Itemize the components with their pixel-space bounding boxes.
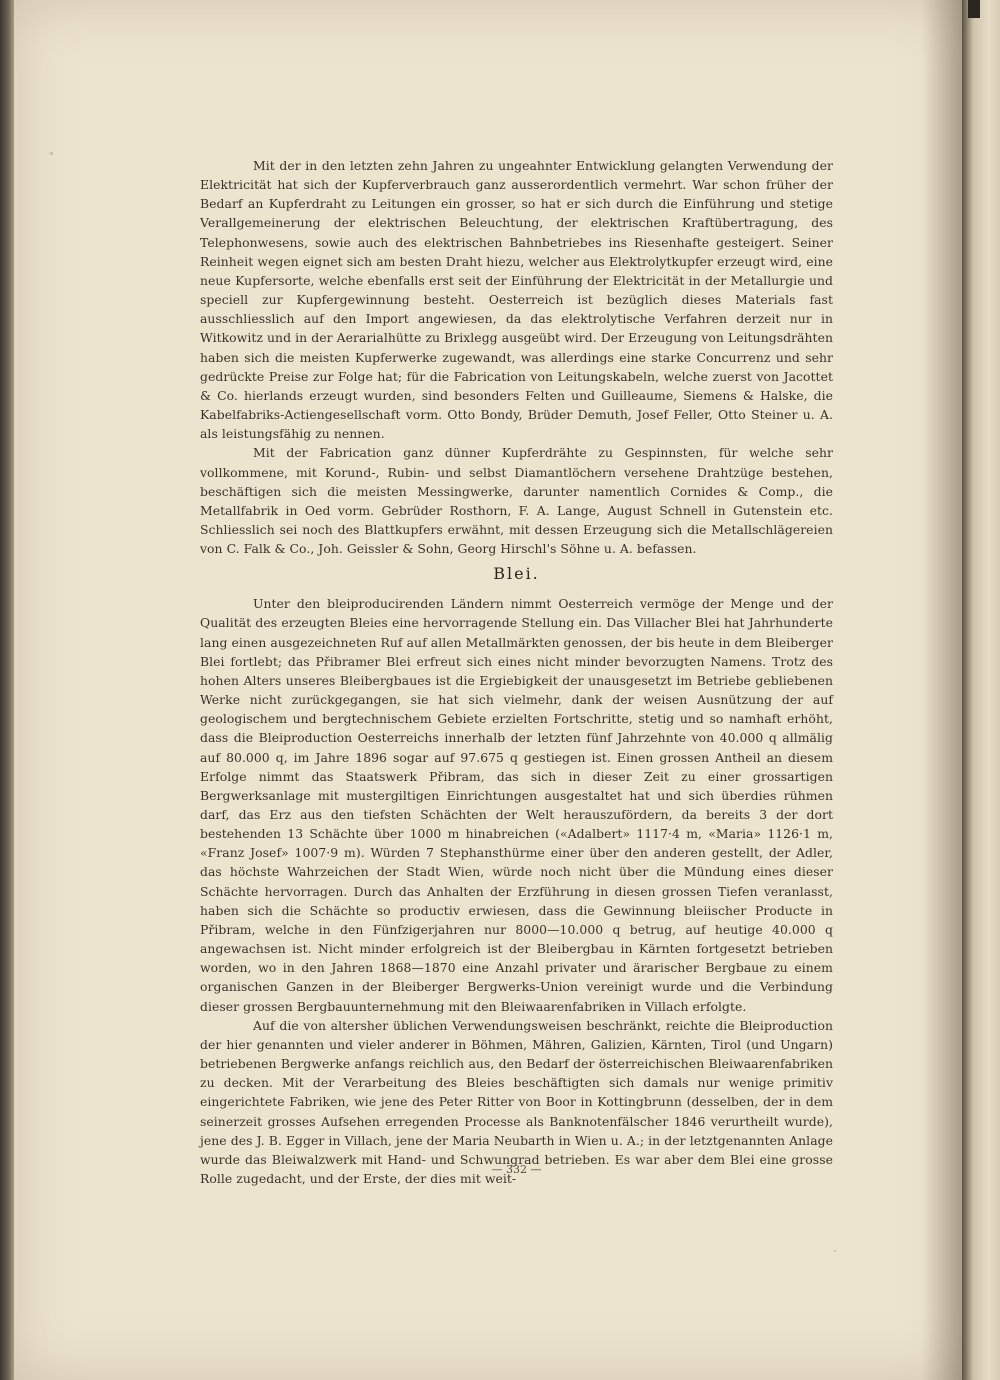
page-number: — 332 —: [491, 1163, 542, 1176]
paragraph: [200, 594, 833, 1015]
body-text: [200, 156, 833, 1188]
scan-left-edge: [0, 0, 14, 1380]
paper-speck: [834, 1250, 836, 1252]
next-page-edge: [962, 0, 1000, 1380]
paragraph-text: Auf die von altersher üblichen Verwendungsweisen beschränkt, reichte die Bleiproduction der hier genannten und vieler anderer in Böhmen, Mähren, Galizien, Kärnten, Tirol (und Ungarn) betriebenen Bergwerke anfangs reichlich aus, den Bedarf der österreichischen Bleiwaarenfabriken zu decken. Mit der Verarbeitung des Bleies beschäftigten sich damals nur wenige primitiv eingerichtete Fabriken, wie jene des Peter Ritter von Boor in Kottingbrunn (desselben, der in dem seinerzeit grosses Aufsehen erregenden Processe als Banknotenfälscher 1846 verurtheilt wurde), jene des J. B. Egger in Villach, jene der Maria Neubarth in Wien u. A.; in der letztgenannten Anlage wurde das Bleiwalzwerk mit Hand- und Schwungrad betrieben. Es war aber dem Blei eine grosse Rolle zugedacht, und der Erste, der dies mit weit-: [200, 1017, 833, 1186]
paper-speck: [50, 152, 53, 155]
paragraph: [200, 443, 833, 558]
gutter-shadow: [922, 0, 962, 1380]
paragraph: [200, 156, 833, 443]
paragraph-text: Mit der in den letzten zehn Jahren zu ungeahnter Entwicklung gelangten Verwendung der Elektricität hat sich der Kupferverbrauch ganz ausserordentlich vermehrt. War schon früher der Bedarf an Kupferdraht zu Leitungen ein grosser, so hat er sich durch die Einführung und stetige Verallgemeinerung der elektrischen Beleuchtung, der elektrischen Kraftübertragung, des Telephonwesens, sowie auch des elektrischen Bahnbetriebes ins Riesenhafte gesteigert. Seiner Reinheit wegen eignet sich am besten Draht hiezu, welcher aus Elektrolytkupfer erzeugt wird, eine neue Kupfersorte, welche ebenfalls erst seit der Einführung der Elektricität in der Metallurgie und speciell zur Kupfergewinnung besteht. Oesterreich ist bezüglich dieses Materials fast ausschliesslich auf den Import angewiesen, da das elektrolytische Verfahren derzeit nur in Witkowitz und in der Aerarialhütte zu Brixlegg ausgeübt wird. Der Erzeugung von Leitungsdrähten haben sich die meisten Kupferwerke zugewandt, was allerdings eine starke Concurrenz und sehr gedrückte Preise zur Folge hat; für die Fabrication von Leitungskabeln, welche zuerst von Jacottet & Co. hierlands erzeugt wurden, sind besonders Felten und Guilleaume, Siemens & Halske, die Kabelfabriks-Actiengesellschaft vorm. Otto Bondy, Brüder Demuth, Josef Feller, Otto Steiner u. A. als leistungsfähig zu nennen.: [200, 158, 833, 442]
page-corner-notch: [968, 0, 980, 18]
paragraph-text: Mit der Fabrication ganz dünner Kupferdrähte zu Gespinnsten, für welche sehr vollkommene, mit Korund-, Rubin- und selbst Diamantlöchern versehene Drahtzüge bestehen, beschäftigen sich die meisten Messingwerke, darunter namentlich Cornides & Comp., die Metallfabrik in Oed vorm. Gebrüder Rosthorn, F. A. Lange, August Schnell in Gutenstein etc. Schliesslich sei noch des Blattkupfers erwähnt, mit dessen Erzeugung sich die Metallschlägereien von C. Falk & Co., Joh. Geissler & Sohn, Georg Hirschl's Söhne u. A. befassen.: [200, 445, 833, 557]
section-heading: Blei.: [493, 564, 540, 584]
paragraph-text: Unter den bleiproducirenden Ländern nimmt Oesterreich vermöge der Menge und der Qualität des erzeugten Bleies eine hervorragende Stellung ein. Das Villacher Blei hat Jahrhunderte lang einen ausgezeichneten Ruf auf allen Metallmärkten genossen, der bis heute in dem Bleiberger Blei fortlebt; das Přibramer Blei erfreut sich eines nicht minder bevorzugten Namens. Trotz des hohen Alters unseres Bleibergbaues ist die Ergiebigkeit der unausgesetzt im Betriebe gebliebenen Werke nicht zurückgegangen, sie hat sich vielmehr, dank der weisen Ausnützung der auf geologischem und bergtechnischem Gebiete erzielten Fortschritte, stetig und so namhaft erhöht, dass die Bleiproduction Oesterreichs innerhalb der letzten fünf Jahrzehnte von 40.000 q allmälig auf 80.000 q, im Jahre 1896 sogar auf 97.675 q gestiegen ist. Einen grossen Antheil an diesem Erfolge nimmt das Staatswerk Přibram, das sich in dieser Zeit zu einer grossartigen Bergwerksanlage mit mustergiltigen Einrichtungen ausgestaltet hat und sich überdies rühmen darf, das Erz aus den tiefsten Schächten der Welt herauszufördern, da bereits 3 der dort bestehenden 13 Schächte über 1000 m hinabreichen («Adalbert» 1117·4 m, «Maria» 1126·1 m, «Franz Josef» 1007·9 m). Würden 7 Stephansthürme einer über den anderen gestellt, der Adler, das höchste Wahrzeichen der Stadt Wien, würde noch nicht über die Mündung eines dieser Schächte hervorragen. Durch das Anhalten der Erzführung in diesen grossen Tiefen veranlasst, haben sich die Schächte so productiv erwiesen, dass die Gewinnung bleiischer Producte in Přibram, welche in den Fünfzigerjahren nur 8000—10.000 q betrug, auf heutige 40.000 q angewachsen ist. Nicht minder erfolgreich ist der Bleibergbau in Kärnten fortgesetzt betrieben worden, wo in den Jahren 1868—1870 eine Anzahl privater und ärarischer Bergbaue zu einem organischen Ganzen in der Bleiberger Bergwerks-Union vereinigt wurde und die Verbindung dieser grossen Bergbauunternehmung mit den Bleiwaarenfabriken in Villach erfolgte.: [200, 596, 833, 1014]
